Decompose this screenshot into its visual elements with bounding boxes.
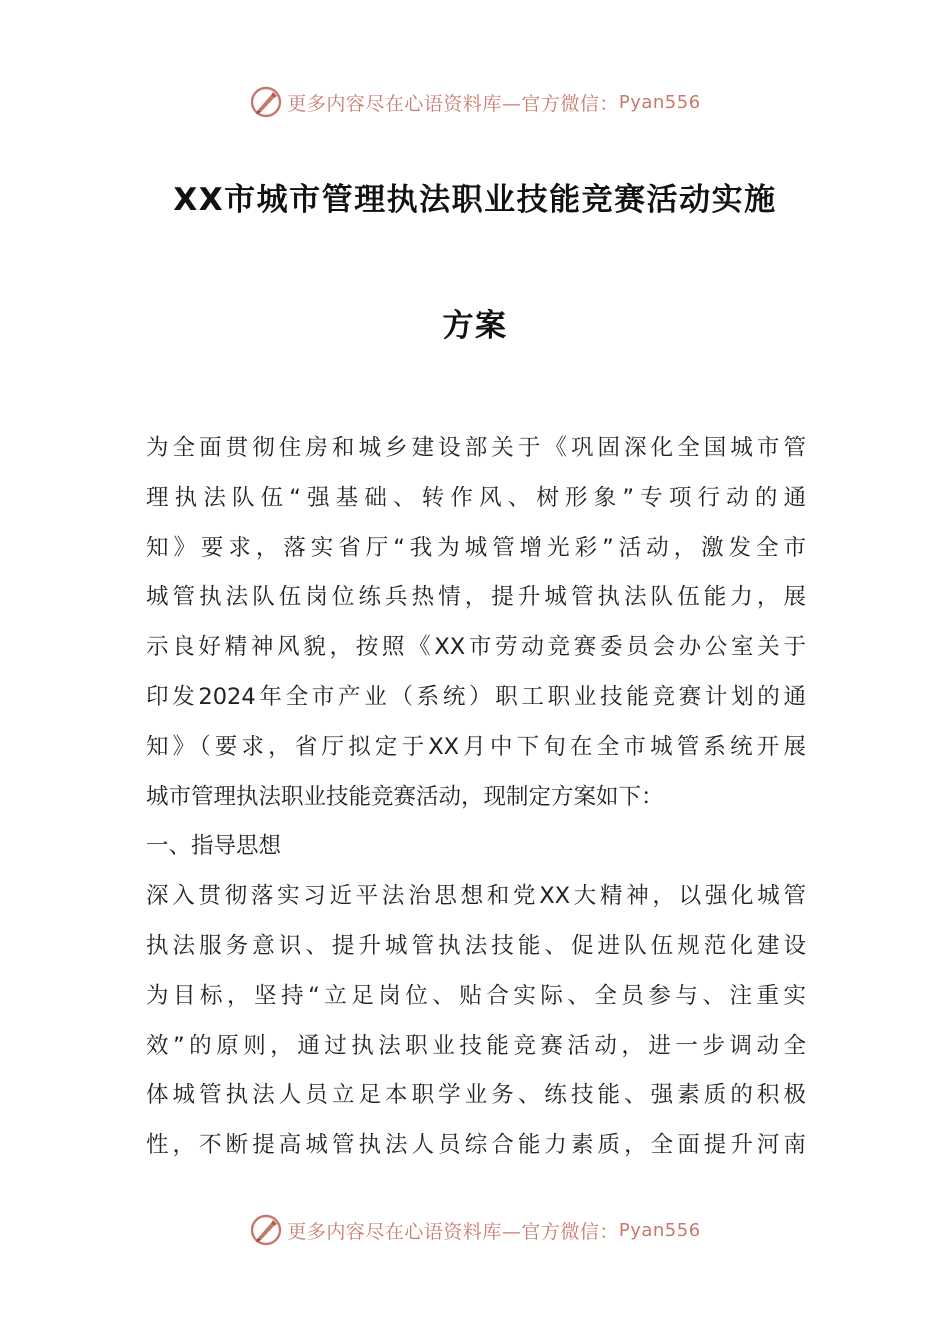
pen-logo-icon [249, 85, 283, 119]
body-line: 为全面贯彻住房和城乡建设部关于《巩固深化全国城市管 [146, 435, 806, 461]
document-body [146, 424, 806, 1171]
body-line: 理执法队伍“强基础、转作风、树形象”专项行动的通 [146, 484, 806, 511]
body-line: 城市管理执法职业技能竞赛活动，现制定方案如下： [146, 783, 664, 810]
body-line: 执法服务意识、提升城管执法技能、促进队伍规范化建设 [146, 932, 806, 959]
watermark-header [0, 82, 950, 122]
pen-logo-icon [249, 1213, 283, 1247]
body-line: 知》要求，落实省厅“我为城管增光彩”活动，激发全市 [146, 534, 806, 561]
body-line: 性，不断提高城管执法人员综合能力素质，全面提升河南 [146, 1132, 806, 1159]
document-title-line-2: 方案 [442, 308, 508, 344]
section-heading: 一、指导思想 [146, 833, 282, 860]
body-line: 知》（要求，省厅拟定于XX月中下旬在全市城管系统开展 [146, 733, 806, 760]
body-line: 体城管执法人员立足本职学业务、练技能、强素质的积极 [146, 1082, 806, 1109]
watermark-wechat-id: Pyan556 [618, 91, 701, 113]
watermark-text: 更多内容尽在心语资料库—官方微信： [287, 1220, 619, 1243]
body-line: 深入贯彻落实习近平法治思想和党XX大精神，以强化城管 [146, 883, 806, 910]
watermark-text: 更多内容尽在心语资料库—官方微信： [287, 92, 619, 115]
body-line: 示良好精神风貌，按照《XX市劳动竞赛委员会办公室关于 [146, 634, 806, 661]
body-line: 效”的原则，通过执法职业技能竞赛活动，进一步调动全 [146, 1032, 806, 1059]
body-line: 城管执法队伍岗位练兵热情，提升城管执法队伍能力，展 [146, 584, 806, 611]
watermark-footer [0, 1210, 950, 1250]
document-title-line-1: XX市城市管理执法职业技能竞赛活动实施 [173, 182, 777, 218]
watermark-wechat-id: Pyan556 [618, 1219, 701, 1241]
body-line: 为目标，坚持“立足岗位、贴合实际、全员参与、注重实 [146, 982, 806, 1009]
body-line: 印发2024年全市产业（系统）职工职业技能竞赛计划的通 [146, 683, 806, 710]
